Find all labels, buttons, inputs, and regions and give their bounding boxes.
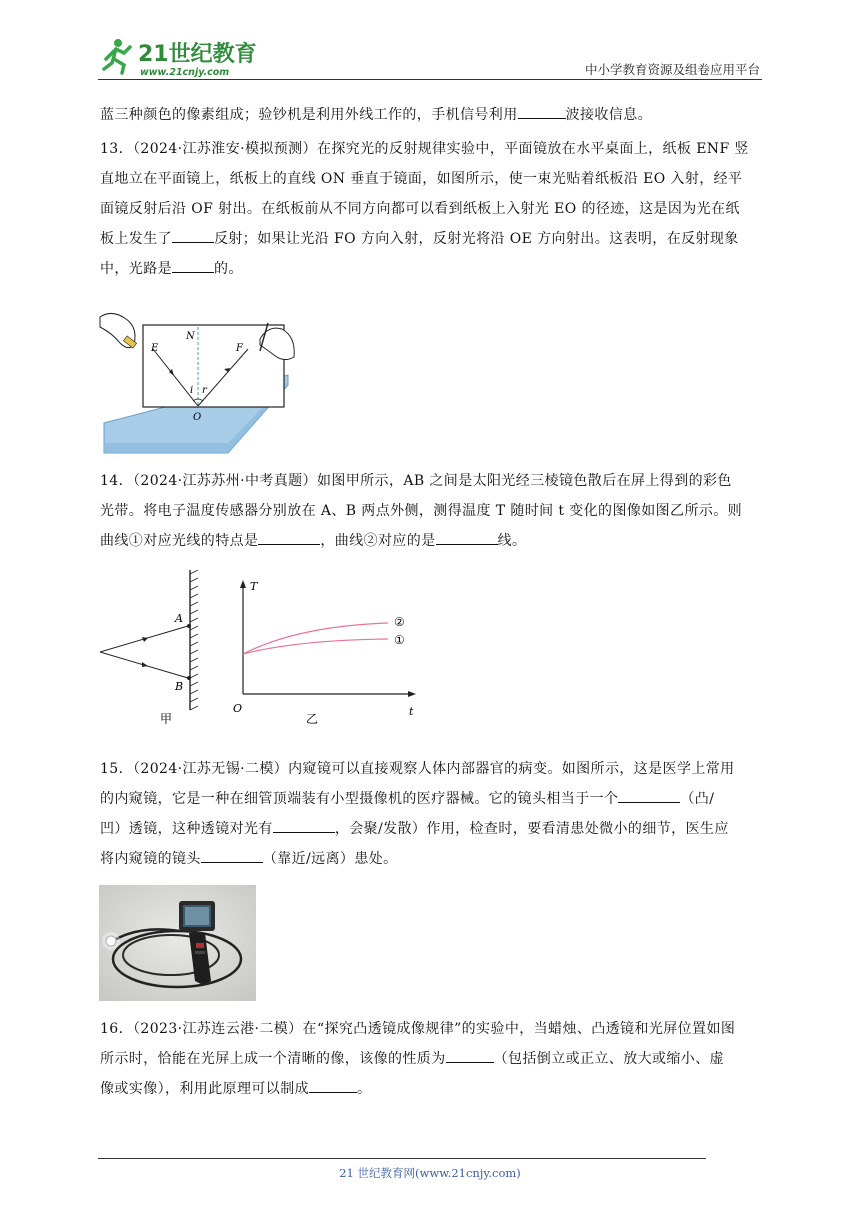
runner-icon (104, 39, 130, 73)
q16-line3b: 。 (357, 1081, 372, 1097)
question-13 (100, 134, 762, 284)
q12-tail (100, 100, 762, 130)
answer-blank[interactable] (518, 104, 566, 119)
q14-line3c: 线。 (497, 533, 527, 549)
label-i: i (190, 385, 194, 396)
q14-figure (98, 570, 428, 730)
question-16 (100, 1014, 762, 1104)
q16-line2a: 所示时，恰能在光屏上成一个清晰的像，该像的性质为 (100, 1051, 446, 1067)
label-yi: 乙 (306, 712, 319, 726)
label-O: O (233, 702, 243, 715)
label-jia: 甲 (160, 712, 173, 726)
answer-blank[interactable] (618, 788, 680, 803)
q13-line5a: 中，光路是 (100, 261, 172, 277)
q15-line4b: （靠近/远离）患处。 (262, 851, 398, 867)
q14-line3b: ，曲线②对应的是 (320, 533, 436, 549)
q12-text-a: 蓝三种颜色的像素组成；验钞机是利用外线工作的，手机信号利用 (100, 107, 518, 123)
q15-line3b: ，会聚/发散）作用，检查时，要看清患处微小的细节，医生应 (334, 821, 729, 837)
header-platform-text: 中小学教育资源及组卷应用平台 (584, 62, 760, 77)
q15-line1: 15．（2024·江苏无锡·二模）内窥镜可以直接观察人体内部器官的病变。如图所示，这是医学上常用 (100, 761, 735, 777)
q16-line2b: （包括倒立或正立、放大或缩小、虚 (493, 1051, 725, 1067)
q16-line3a: 像或实像），利用此原理可以制成 (100, 1081, 309, 1097)
q13-line1: 13．（2024·江苏淮安·模拟预测）在探究光的反射规律实验中，平面镜放在水平桌面上，纸板 ENF 竖 (100, 141, 749, 157)
label-T: T (250, 580, 258, 593)
figure-yi-graph (233, 580, 416, 726)
label-curve-1: ① (394, 633, 405, 647)
endoscope-photo (99, 885, 256, 1001)
answer-blank[interactable] (436, 530, 498, 545)
answer-blank[interactable] (172, 258, 214, 273)
q15-line4a: 将内窥镜的镜头 (100, 851, 201, 867)
q13-line4a: 板上发生了 (100, 231, 172, 247)
label-O: O (193, 412, 202, 423)
q14-line3a: 曲线①对应光线的特点是 (100, 533, 259, 549)
label-r: r (202, 385, 207, 396)
logo-title: 21世纪教育 (138, 42, 257, 67)
footer-rule (98, 1158, 706, 1159)
label-N: N (186, 331, 195, 342)
q13-line3: 面镜反射后沿 OF 射出。在纸板前从不同方向都可以看到纸板上入射光 EO 的径迹，这是因为光在纸 (100, 201, 740, 217)
curve-1 (243, 639, 388, 654)
q13-line5b: 的。 (214, 261, 243, 277)
answer-blank[interactable] (446, 1048, 494, 1063)
q15-line3a: 凹）透镜，这种透镜对光有 (100, 821, 273, 837)
site-logo (96, 35, 266, 79)
label-E: E (151, 343, 159, 354)
answer-blank[interactable] (309, 1078, 357, 1093)
left-hand-icon (100, 313, 137, 348)
q15-line2b: （凸/ (680, 791, 715, 807)
q14-line1: 14．（2024·江苏苏州·中考真题）如图甲所示，AB 之间是太阳光经三棱镜色散后在屏上得到的彩色 (100, 473, 732, 489)
q13-figure-reflection (98, 305, 298, 455)
q14-line2: 光带。将电子温度传感器分别放在 A、B 两点外侧，测得温度 T 随时间 t 变化的图像如图乙所示。则 (100, 503, 743, 519)
question-14 (100, 466, 762, 556)
logo-url: www.21cnjy.com (140, 67, 230, 78)
label-t: t (409, 705, 414, 718)
answer-blank[interactable] (201, 848, 263, 863)
label-B: B (175, 680, 184, 693)
question-15 (100, 754, 762, 874)
q13-line4b: 反射；如果让光沿 FO 方向入射，反射光将沿 OE 方向射出。这表明，在反射现象 (214, 231, 739, 247)
q16-line1: 16．（2023·江苏连云港·二模）在“探究凸透镜成像规律”的实验中，当蜡烛、凸透镜和光屏位置如图 (100, 1021, 736, 1037)
q12-text-b: 波接收信息。 (565, 107, 653, 123)
label-F: F (236, 343, 243, 354)
answer-blank[interactable] (258, 530, 320, 545)
q13-line2: 直地立在平面镜上，纸板上的直线 ON 垂直于镜面，如图所示，使一束光贴着纸板沿 EO 入射，经平 (100, 171, 743, 187)
label-A: A (175, 612, 183, 625)
q15-line2a: 的内窥镜，它是一种在细管顶端装有小型摄像机的医疗器械。它的镜头相当于一个 (100, 791, 619, 807)
answer-blank[interactable] (172, 228, 214, 243)
footer-link[interactable]: 21 世纪教育网(www.21cnjy.com) (339, 1166, 521, 1180)
header-rule (98, 79, 762, 80)
figure-jia (100, 570, 198, 726)
answer-blank[interactable] (273, 818, 335, 833)
label-curve-2: ② (394, 615, 405, 629)
